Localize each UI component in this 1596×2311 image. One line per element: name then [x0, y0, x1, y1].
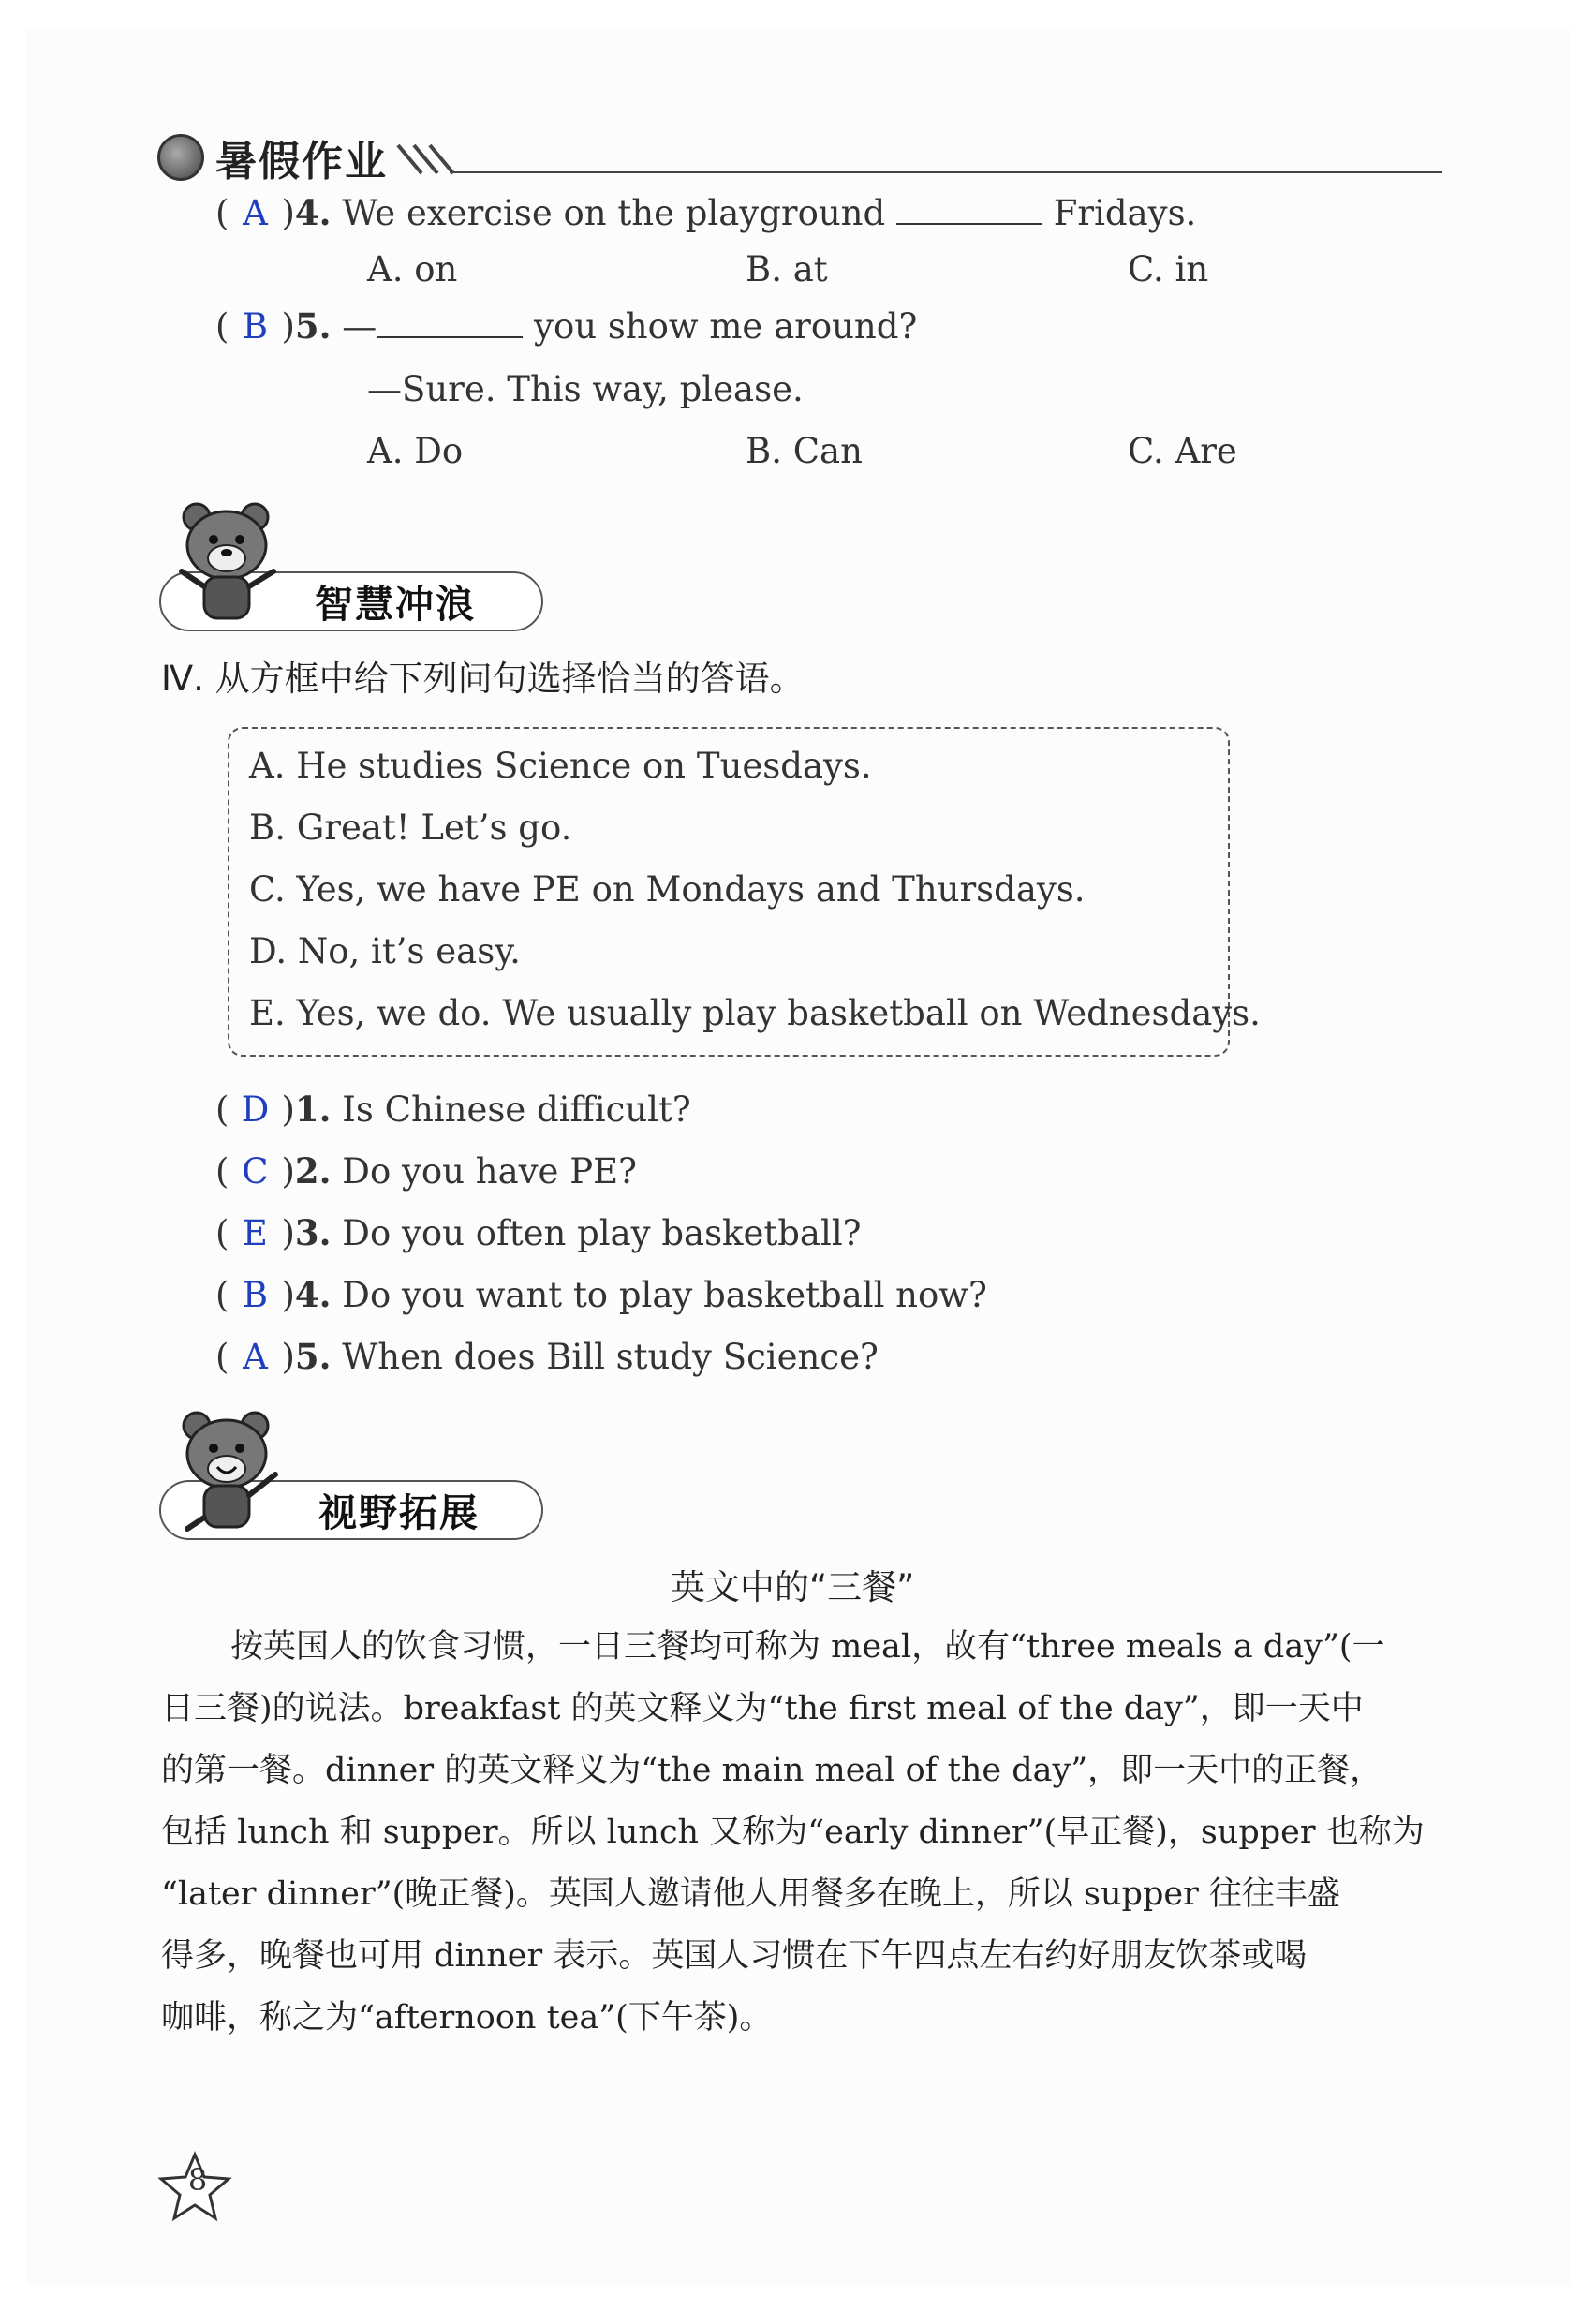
matching-question-5: ( A )5. When does Bill study Science? [215, 1336, 879, 1377]
answer-mark: A [243, 193, 268, 233]
option-a: A. on [367, 249, 458, 289]
answer-blank [377, 308, 523, 338]
bear-mascot-icon [169, 496, 290, 628]
section-instruction: Ⅳ. 从方框中给下列问句选择恰当的答语。 [161, 659, 805, 699]
paragraph-line-1: 按英国人的饮食习惯，一日三餐均可称为 meal，故有“three meals a day”(一 [230, 1628, 1385, 1666]
option-c: C. Are [1128, 431, 1237, 471]
box-option-a: A. He studies Science on Tuesdays. [249, 746, 872, 786]
bear-mascot-icon [169, 1405, 290, 1536]
question-text: Do you have PE? [342, 1151, 637, 1192]
question-text: Do you want to play basketball now? [342, 1275, 987, 1315]
question-number: 4. [294, 1274, 332, 1315]
answer-mark: B [242, 306, 269, 347]
paragraph-line-4: 包括 lunch 和 supper。所以 lunch 又称为“early dinner”(早正餐)，supper 也称为 [161, 1814, 1425, 1851]
header-circle-icon [157, 134, 204, 181]
answer-blank [896, 195, 1042, 225]
section-banner-1-title: 智慧冲浪 [315, 582, 476, 627]
question-text-after: you show me around? [534, 306, 918, 347]
question-number: 1. [294, 1089, 332, 1130]
question-text: Is Chinese difficult? [342, 1089, 691, 1130]
matching-question-3: ( E )3. Do you often play basketball? [215, 1212, 862, 1253]
question-text-after: Fridays. [1053, 193, 1197, 233]
section-banner-2-title: 视野拓展 [318, 1490, 480, 1535]
answer-mark: C [242, 1151, 269, 1192]
question-number: 5. [294, 1336, 332, 1377]
mcq-question-5: ( B )5. — you show me around? [215, 305, 918, 347]
answer-mark: B [242, 1275, 269, 1315]
box-option-d: D. No, it’s easy. [249, 931, 521, 971]
matching-question-1: ( D )1. Is Chinese difficult? [215, 1089, 691, 1130]
option-a: A. Do [367, 431, 464, 471]
box-option-b: B. Great! Let’s go. [249, 807, 572, 848]
page-number: 8 [187, 2162, 208, 2198]
question-dash: — [342, 306, 377, 347]
paragraph-line-2: 日三餐)的说法。breakfast 的英文释义为“the first meal of the day”，即一天中 [161, 1690, 1364, 1727]
mcq-question-4: ( A )4. We exercise on the playground Fridays. [215, 192, 1197, 233]
reply-line: —Sure. This way, please. [367, 369, 804, 409]
box-option-e: E. Yes, we do. We usually play basketball on Wednesdays. [249, 993, 1261, 1033]
answer-mark: A [243, 1337, 268, 1377]
question-number: 3. [294, 1212, 332, 1253]
paragraph-line-5: “later dinner”(晚正餐)。英国人邀请他人用餐多在晚上，所以 supper 往往丰盛 [161, 1875, 1340, 1913]
question-text: We exercise on the playground [342, 193, 886, 233]
option-c: C. in [1128, 249, 1209, 289]
header-rule [450, 171, 1442, 173]
article-title: 英文中的“三餐” [671, 1567, 915, 1607]
matching-question-2: ( C )2. Do you have PE? [215, 1150, 637, 1192]
question-number: 4. [294, 192, 332, 233]
question-number: 5. [294, 305, 332, 347]
option-b: B. Can [746, 431, 863, 471]
question-number: 2. [294, 1150, 332, 1192]
answer-mark: E [242, 1213, 268, 1253]
box-option-c: C. Yes, we have PE on Mondays and Thursdays. [249, 869, 1086, 910]
paragraph-line-3: 的第一餐。dinner 的英文释义为“the main meal of the day”，即一天中的正餐， [161, 1752, 1383, 1789]
question-text: Do you often play basketball? [342, 1213, 862, 1253]
answer-mark: D [241, 1089, 270, 1130]
header-title: 暑假作业 [215, 138, 388, 185]
question-text: When does Bill study Science? [342, 1337, 879, 1377]
paragraph-line-7: 咖啡，称之为“afternoon tea”(下午茶)。 [161, 1999, 773, 2037]
paragraph-line-6: 得多，晚餐也可用 dinner 表示。英国人习惯在下午四点左右约好朋友饮茶或喝 [161, 1937, 1308, 1975]
matching-question-4: ( B )4. Do you want to play basketball now? [215, 1274, 987, 1315]
option-b: B. at [746, 249, 828, 289]
